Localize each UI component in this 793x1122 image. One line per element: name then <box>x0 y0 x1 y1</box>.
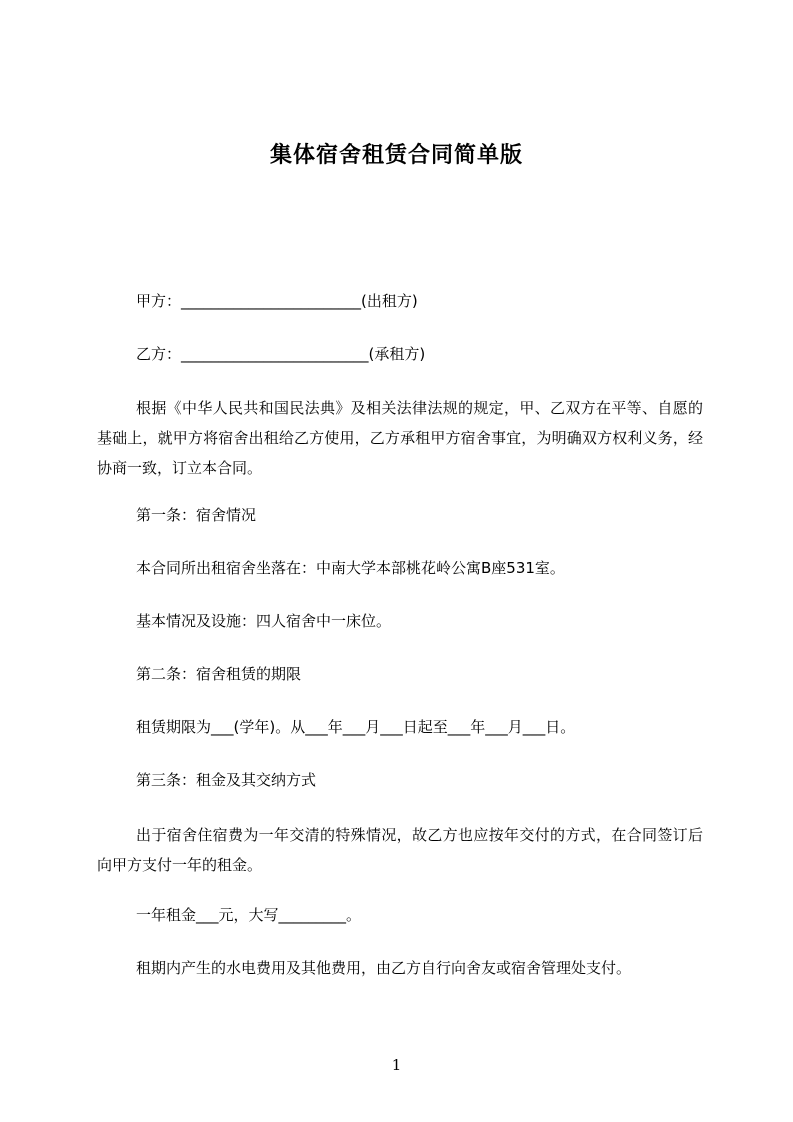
article1-facilities: 基本情况及设施：四人宿舍中一床位。 <box>136 612 392 630</box>
article3-heading: 第三条：租金及其交纳方式 <box>136 771 317 789</box>
article3-payment-paragraph: 出于宿舍住宿费为一年交清的特殊情况，故乙方也应按年交付的方式，在合同签订后向甲方支付一年的租金。 <box>97 826 703 874</box>
article2-heading: 第二条：宿舍租赁的期限 <box>136 665 302 683</box>
article1-heading: 第一条：宿舍情况 <box>136 506 257 524</box>
article2-term: 租赁期限为___(学年)。从___年___月___日起至___年___月___日。 <box>136 718 576 736</box>
page-number: 1 <box>391 1056 402 1074</box>
document-title: 集体宿舍租赁合同简单版 <box>269 143 523 168</box>
party-a-line: 甲方：________________________(出租方) <box>136 292 418 310</box>
article3-utilities: 租期内产生的水电费用及其他费用，由乙方自行向舍友或宿舍管理处支付。 <box>136 959 632 977</box>
preamble-paragraph: 根据《中华人民共和国民法典》及相关法律法规的规定，甲、乙双方在平等、自愿的基础上，就甲方将宿舍出租给乙方使用，乙方承租甲方宿舍事宜，为明确双方权利义务，经协商一致，订立本合同。 <box>97 399 703 477</box>
article3-amount: 一年租金___元，大写_________。 <box>136 906 362 924</box>
party-b-line: 乙方：_________________________(承租方) <box>136 345 426 363</box>
article1-location: 本合同所出租宿舍坐落在：中南大学本部桃花岭公寓B座531室。 <box>136 559 565 577</box>
